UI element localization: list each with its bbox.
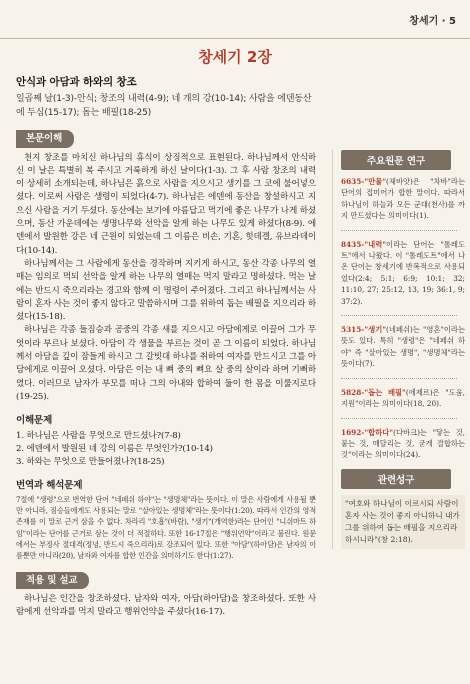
body-tab: 본문이해 [16, 130, 74, 147]
chapter-title: 창세기 2장 [198, 48, 272, 66]
body-paragraph: 천지 창조를 마치신 하나님의 휴식이 상징적으로 표현된다. 하나님께서 안식하신 이 날은 특별히 복 주시고 거룩하게 하신 날이다(1-3). 그 후 사람 창조의 내력이 상세히 소개되는데, 하나님은 흙으로 사람을 지으시고 생기를 그 코에 불어넣으셨다. 이로써 사람은 생령이 되었다(4-7). 하나님은 에덴에 동산을 창설하시고 지으신 사람을 거기 두셨다. 동산에는 보기에 아름답고 먹기에 좋은 나무가 나게 하셨으며, 동산 가운데에는 생명나무와 선악을 알게 하는 나무도 있게 하셨다(8-9). 에덴에서 발원한 강은 네 근원이 되었는데 그 이름은 비손, 기혼, 힛데겔, 유브라데이다(10-14). [16, 152, 316, 256]
application-text: 하나님은 인간을 창조하셨다. 남자와 여자, 아담(하아담)을 창조하셨다. 또한 사람에게 선악과를 먹지 말라고 행위언약을 주셨다(16-17). [16, 593, 316, 618]
word-text: (에제르)은 "도움, 지원"이라는 의미이다(18, 20). [341, 387, 465, 409]
word-study [341, 239, 465, 307]
question-item: 3. 하와는 무엇으로 만들어졌나?(18-25) [16, 456, 165, 467]
translation-title: 번역과 해석문제 [16, 479, 83, 491]
question-item: 2. 에덴에서 발원된 네 강의 이름은 무엇인가?(10-14) [16, 443, 213, 454]
word-key: 1692-"합하다" [341, 427, 394, 437]
section-heading: 안식과 아담과 하와의 창조 [16, 76, 137, 88]
body-paragraph: 하나님께서는 그 사람에게 동산을 경작하며 지키게 하시고, 동산 각종 나무의 열매는 임의로 먹되 선악을 알게 하는 나무의 열매는 먹지 말라고 명하셨다. 먹는 날에는 반드시 죽으리라는 경고와 함께 이 명령이 주어졌다. 그리고 하나님께서는 사람이 혼자 사는 것이 좋지 않다고 말씀하시며 그를 위하여 돕는 배필을 지으리라 하셨다(15-18). [16, 258, 316, 323]
main-column [16, 76, 316, 620]
word-key: 5828-"돕는 배필" [341, 387, 406, 397]
section-outline: 일곱째 날(1-3)-안식; 창조의 내력(4-9); 네 개의 강(10-14); 사람을 에덴동산에 두심(15-17); 돕는 배필(18-25) [16, 94, 312, 119]
word-text: (체바앗)은 "차바"라는 단어의 접미어가 합한 말이다. 따라서 하나님이 하늘과 모든 군대(천사)를 까지 만드셨다는 의미이다(1). [341, 177, 465, 221]
question-item: 1. 하나님은 사람을 무엇으로 만드셨나?(7-8) [16, 430, 181, 441]
body-paragraph: 하나님은 각종 들짐승과 공중의 각종 새를 지으시고 아담에게로 이끌어 그가 무엇이라 부르나 보셨다. 아담이 각 생물을 부르는 것이 곧 그 이름이 되었다. 하나님께서 아담을 깊이 잠들게 하시고 그 갈빗대 하나를 취하여 여자를 만드시고 그를 아담에게로 이끌어 오셨다. 아담은 이는 내 뼈 중의 뼈요 살 중의 살이라 하며 기뻐하였다. 이러므로 남자가 부모를 떠나 그의 아내와 합하여 둘이 한 몸을 이룰지로다(19-25). [16, 325, 316, 402]
word-study [341, 176, 465, 222]
translation-text: 7절에 "생령"으로 번역한 단어 "네페쉬 하야"는 "생명체"라는 뜻이다. 이 말은 사람에게 사용될 뿐만 아니라, 짐승들에게도 사용되는 말로 "살아있는 생명체"라는 뜻이다(1:20). 따라서 인간의 영적 존재를 이 말로 근거 삼을 수 없다. 차라리 "호흡"(바람), "생기"(개역한)라는 단어인 "니쉬마트 하임"이라는 단어를 근거로 삼는 것이 더 적절하다. 또한 16-17절은 "행위언약"이라고 불린다. 원문에서는 부정사 절대격(정녕, 반드시 죽으리라)로 강조되어 있다. 또한 "아담"(하아담)은 남자의 이름뿐만 아니라(20), 남자와 여자를 합한 인간을 의미하기도 한다(1:27). [16, 494, 316, 561]
divider [341, 378, 457, 379]
divider [341, 230, 457, 231]
word-key: 8435-"내력" [341, 239, 387, 249]
divider [341, 315, 457, 316]
running-header: 창세기 · 5 [409, 16, 456, 27]
application-section [16, 570, 316, 620]
word-text: (다바크)는 "닿는 것, 붙는 것, 매달리는 것, 굳게 결합하는 것"이라는 의미이다(24). [341, 427, 465, 460]
word-key: 6635-"만물" [341, 177, 387, 186]
questions-title: 이해문제 [16, 415, 53, 427]
divider [341, 418, 457, 419]
questions-list [16, 430, 316, 469]
sidebar [332, 150, 465, 549]
page-header [0, 0, 470, 39]
word-text: 이라는 단어는 "톨레도트"에서 나왔다. 이 "톨레도트"에서 나온 단어는 창세기에 반복적으로 사용되었다(2:4; 5:1; 6:9; 10:1; 32; 11:10, 27; 25:12, 13, 19; 36:1, 9; 37:2). [341, 239, 465, 306]
related-verse: "여호와 하나님이 이르시되 사람이 혼자 사는 것이 좋지 아니하니 내가 그를 위하여 돕는 배필을 지으리라 하시니라"(창 2:18). [341, 495, 465, 549]
related-tab: 관련성구 [341, 469, 451, 489]
sidebar-tab: 주요원문 연구 [341, 150, 451, 170]
word-study [341, 324, 465, 370]
application-tab: 적용 및 설교 [16, 572, 89, 589]
word-text: (네페쉬)는 "영혼"이라는 뜻도 있다. 특히 "생령"은 "네페쉬 하야" 즉 "살아있는 생명", "생명체"라는 뜻이다(7). [341, 325, 465, 369]
word-study [341, 387, 465, 410]
word-study [341, 427, 465, 461]
word-key: 5315-"생기" [341, 325, 387, 335]
